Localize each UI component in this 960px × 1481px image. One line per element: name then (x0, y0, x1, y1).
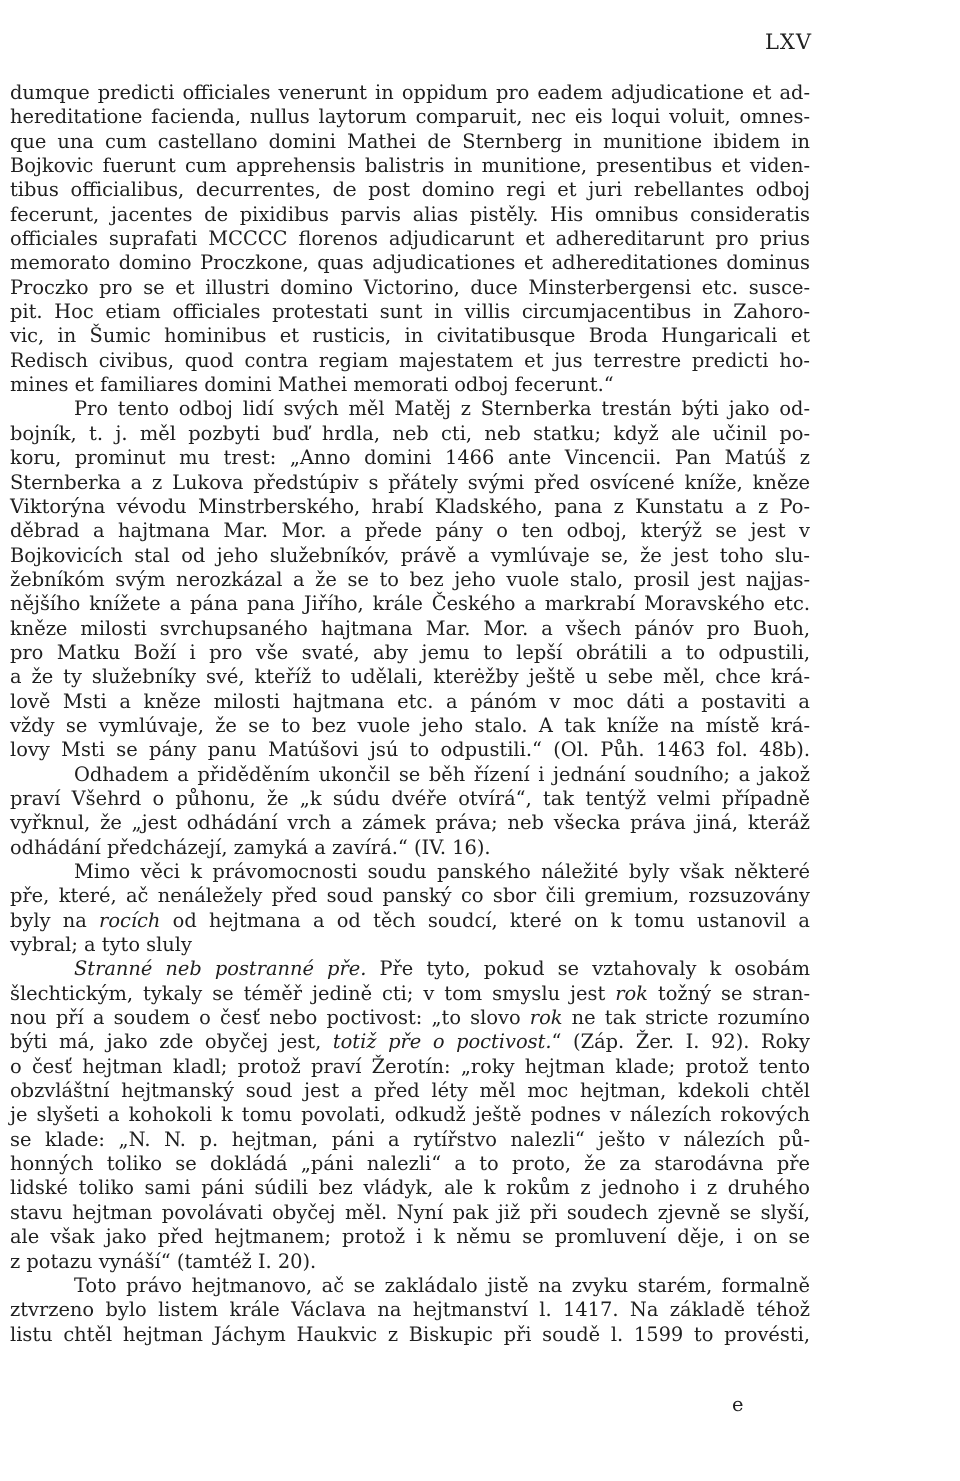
text-line: Proczko pro se et illustri domino Victorino, duce Minsterbergensi etc. susce- (10, 275, 810, 299)
text-line: vybral; a tyto sluly (10, 933, 192, 957)
text-line: officiales suprafati MCCCC florenos adjudicarunt et adhereditarunt pro prius (10, 227, 810, 251)
text-line: z potazu vynáší“ (tamtéž I. 20). (10, 1249, 317, 1273)
text-line: que una cum castellano domini Mathei de Sternberg in munitione ibidem in (10, 129, 810, 153)
text-line: se klade: „N. N. p. hejtman, páni a rytířstvo nalezli“ ješto v nálezích pů- (10, 1127, 810, 1151)
text-line: listu chtěl hejtman Jáchym Haukvic z Biskupic při soudě l. 1599 to provésti, (10, 1322, 810, 1346)
text-line: vždy se vymlúvaje, že se to bez vuole jeho stalo. A tak kníže na místě krá- (10, 713, 810, 737)
text-line: honných toliko se dokládá „páni nalezli“ a to proto, že za starodávna pře (10, 1152, 810, 1176)
text-line: vic, in Šumic hominibus et rusticis, in civitatibusque Broda Hungaricali et (10, 324, 810, 348)
text-line: memorato domino Proczkone, quas adjudicationes et adhereditationes dominus (10, 251, 810, 275)
text-line: tibus officialibus, decurrentes, de post domino regi et juri rebellantes odboj (10, 178, 810, 202)
text-line: odhádání předcházejí, zamyká a zavírá.“ (IV. 16). (10, 835, 491, 859)
text-line: Bojkovicích stal od jeho služebníkóv, právě a vymlúvaje se, že jest toho slu- (10, 543, 810, 567)
text-line: nou pří a soudem o česť nebo poctivost: „to slovo rok ne tak stricte rozumíno (10, 1006, 810, 1030)
text-line: bojník, t. j. měl pozbyti buď hrdla, neb cti, neb statku; když ale učinil po- (10, 421, 810, 445)
text-line: a že ty služebníky své, kteříž to udělali, kterėžby ještě u sebe měl, chce krá- (10, 665, 810, 689)
text-line: Mimo věci k právomocnosti soudu panského náležité byly však některé (74, 860, 810, 883)
text-line: hereditatione facienda, nullus laytorum comparuit, nec eis loqui voluit, omnes- (10, 105, 810, 129)
text-line: vyřknul, že „jest odhádání vrch a zámek práva; neb všecka práva jiná, kteráž (10, 811, 810, 835)
text-line: praví Všehrd o půhonu, že „k súdu dvéře otvírá“, tak tentýž velmi případně (10, 786, 810, 810)
text-line: pře, které, ač nenáležely před soud panský co sbor čili gremium, rozsuzovány (10, 884, 810, 908)
text-line: Toto právo hejtmanovo, ač se zakládalo jistě na zvyku starém, formalně (74, 1273, 810, 1297)
text-line: lově Msti a kněze milosti hajtmana etc. a pánóm v moc dáti a postaviti a (10, 689, 810, 713)
text-line: pro Matku Boží i pro vše svaté, aby jemu to lepší obrátili a to odpustili, (10, 640, 810, 664)
text-line: žebníkóm svým nerozkázal a že se to bez jeho vuole stalo, prosil jest najjas- (10, 567, 810, 591)
page-number: LXV (764, 30, 812, 54)
text-line: kněze milosti svrchupsaného hajtmana Mar. Mor. a všech pánóv pro Buoh, (10, 616, 810, 640)
text-line: byly na rocích od hejtmana a od těch soudcí, které on k tomu ustanovil a (10, 908, 810, 932)
text-line: býti má, jako zde obyčej jest, totiž pře o poctivost.“ (Záp. Žer. I. 92). Roky (10, 1030, 810, 1054)
text-line: Stranné neb postranné pře. Pře tyto, pokud se vztahovaly k osobám (74, 957, 810, 981)
text-line: Redisch civibus, quod contra regiam majestatem et jus terrestre predicti ho- (10, 348, 810, 372)
page-body (10, 81, 810, 1347)
text-line: Viktorýna vévodu Minstrberského, hrabí Kladského, pana z Kunstatu a z Po- (10, 494, 810, 518)
catchword: e (732, 1393, 744, 1416)
text-line: Odhadem a přiděděním ukončil se běh řízení i jednání soudního; a jakož (74, 762, 810, 786)
text-line: pit. Hoc etiam officiales protestati sunt in villis circumjacentibus in Zahoro- (10, 300, 810, 324)
text-line: lovy Msti se pány panu Matúšovi jsú to odpustili.“ (Ol. Půh. 1463 fol. 48b). (10, 738, 810, 762)
text-line: lidské toliko sami páni súdili bez vládyk, ale k rokům z jednoho i z druhého (10, 1176, 810, 1200)
text-line: ale však jako před hejtmanem; protož i k němu se promluvení děje, i on se (10, 1225, 810, 1249)
text-line: děbrad a hajtmana Mar. Mor. a přede pány o ten odboj, kterýž se jest v (10, 519, 810, 543)
text-line: mines et familiares domini Mathei memorati odboj fecerunt.“ (10, 373, 614, 397)
text-line: nějšího knížete a pána pana Jiřího, krále Českého a markrabí Moravského etc. (10, 592, 810, 616)
text-line: Pro tento odboj lidí svých měl Matěj z Sternberka trestán býti jako od- (74, 397, 810, 421)
text-line: Sternberka a z Lukova předstúpiv s přátely svými před osvícené kníže, kněze (10, 470, 810, 494)
text-line: Bojkovic fuerunt cum apprehensis balistris in munitione, presentibus et viden- (10, 154, 810, 178)
text-line: obzvláštní hejtmanský soud jest a před léty měl moc hejtman, kdekoli chtěl (10, 1079, 810, 1103)
text-line: ztvrzeno bylo listem krále Václava na hejtmanství l. 1417. Na základě téhož (10, 1298, 810, 1322)
text-line: stavu hejtman povolávati obyčej měl. Nyní pak již při soudech zjevně se slyší, (10, 1200, 810, 1224)
text-line: dumque predicti officiales venerunt in oppidum pro eadem adjudicatione et ad- (10, 81, 810, 104)
text-line: je slyšeti a kohokoli k tomu povolati, odkudž ještě podnes v nálezích rokových (10, 1103, 810, 1127)
text-line: fecerunt, jacentes de pixidibus parvis alias pistěly. His omnibus consideratis (10, 202, 810, 226)
text-line: koru, prominut mu trest: „Anno domini 1466 ante Vincencii. Pan Matúš z (10, 446, 810, 470)
text-line: o česť hejtman kladl; protož praví Žerotín: „roky hejtman klade; protož tento (10, 1054, 810, 1078)
text-line: šlechtickým, tykaly se téměř jedině cti; v tom smyslu jest rok tožný se stran- (10, 981, 811, 1005)
